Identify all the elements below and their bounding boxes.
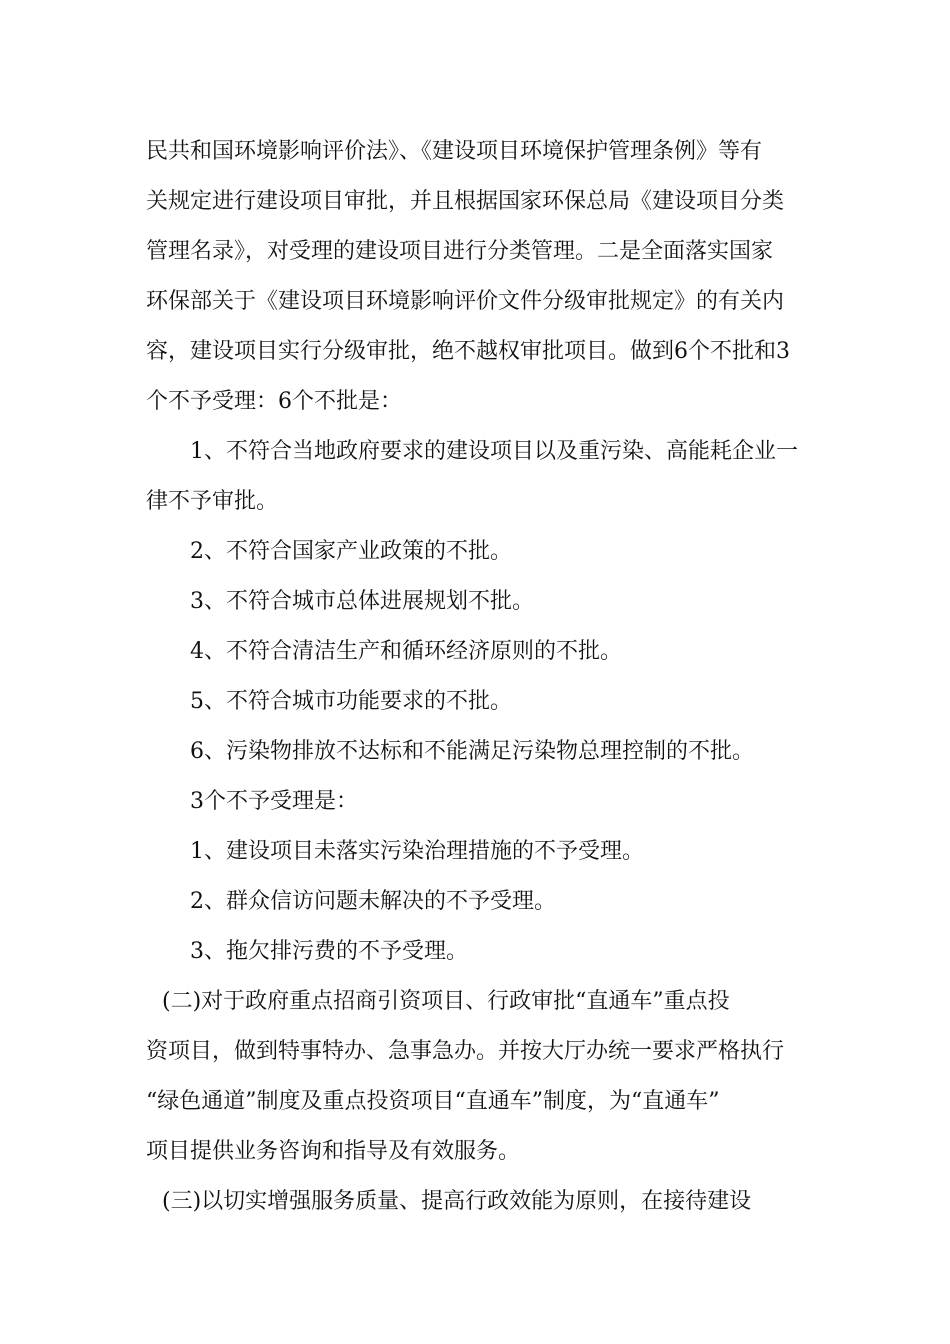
not-accepted-heading: 3个不予受理是： [190, 789, 358, 814]
not-approved-item-6: 6、污染物排放不达标和不能满足污染物总理控制的不批。 [190, 739, 754, 764]
section-two-line-4: 项目提供业务咨询和指导及有效服务。 [146, 1139, 521, 1164]
not-approved-item-2: 2、不符合国家产业政策的不批。 [190, 539, 512, 564]
section-three-line-1: (三)以切实增强服务质量、提高行政效能为原则，在接待建设 [162, 1189, 752, 1214]
not-accepted-item-1: 1、建设项目未落实污染治理措施的不予受理。 [190, 839, 644, 864]
intro-line-1: 民共和国环境影响评价法》、《建设项目环境保护管理条例》等有 [146, 139, 763, 164]
not-approved-item-5: 5、不符合城市功能要求的不批。 [190, 689, 512, 714]
not-approved-item-1: 1、不符合当地政府要求的建设项目以及重污染、高能耗企业一 [190, 439, 798, 464]
not-approved-item-1-cont: 律不予审批。 [146, 489, 279, 514]
intro-line-4: 环保部关于《建设项目环境影响评价文件分级审批规定》的有关内 [146, 289, 785, 314]
intro-line-6: 个不予受理：6个不批是： [146, 389, 402, 414]
not-approved-item-3: 3、不符合城市总体进展规划不批。 [190, 589, 534, 614]
intro-line-5: 容，建设项目实行分级审批，绝不越权审批项目。做到6个不批和3 [146, 339, 790, 364]
not-accepted-item-2: 2、群众信访问题未解决的不予受理。 [190, 889, 556, 914]
not-accepted-item-3: 3、拖欠排污费的不予受理。 [190, 939, 468, 964]
intro-line-3: 管理名录》，对受理的建设项目进行分类管理。二是全面落实国家 [146, 239, 774, 264]
intro-line-2: 关规定进行建设项目审批，并且根据国家环保总局《建设项目分类 [146, 189, 785, 214]
section-two-line-1: (二)对于政府重点招商引资项目、行政审批“直通车”重点投 [162, 989, 730, 1014]
section-two-line-2: 资项目，做到特事特办、急事急办。并按大厅办统一要求严格执行 [146, 1039, 785, 1064]
not-approved-item-4: 4、不符合清洁生产和循环经济原则的不批。 [190, 639, 622, 664]
section-two-line-3: “绿色通道”制度及重点投资项目“直通车”制度，为“直通车” [146, 1089, 720, 1114]
